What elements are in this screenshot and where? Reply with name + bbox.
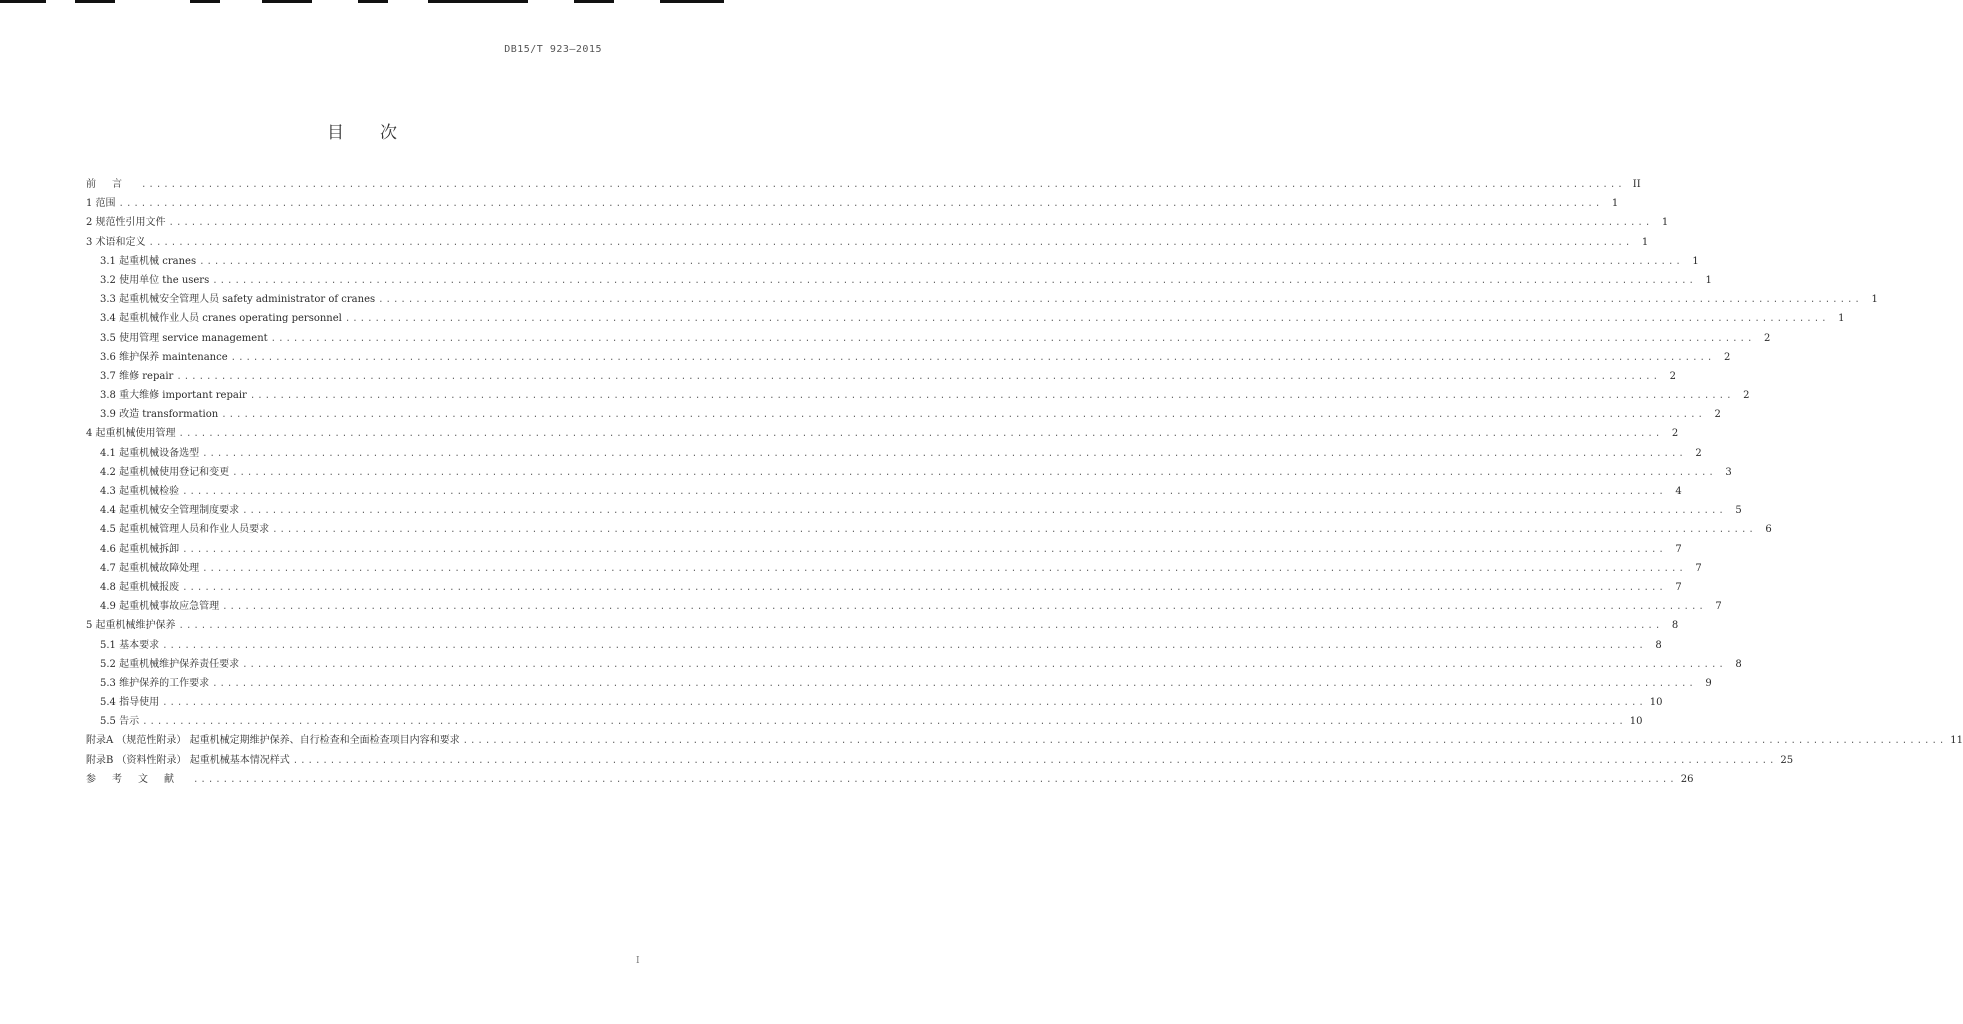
toc-leader-dots: ........................................................................................................................................................................................................ [162,640,1646,651]
toc-entry[interactable] [86,540,1682,559]
toc-entry-page: 10 [1629,716,1643,728]
toc-leader-dots: ........................................................................................................................................................................................................ [272,525,1756,536]
toc-entry-label: 5.5 告示 [100,712,142,731]
toc-entry[interactable] [86,501,1742,520]
toc-entry[interactable] [86,559,1702,578]
toc-leader-dots: ........................................................................................................................................................................................................ [221,410,1705,421]
scan-edge-mark [660,0,724,3]
toc-entry-label: 3.5 使用管理 service management [100,329,271,348]
toc-leader-dots: ........................................................................................................................................................................................................ [232,467,1716,478]
toc-entry-label: 3.1 起重机械 cranes [100,252,199,271]
toc-entry[interactable] [86,770,1694,789]
toc-entry[interactable] [86,482,1682,501]
toc-entry[interactable] [86,290,1878,309]
toc-entry-label: 3.3 起重机械安全管理人员 safety administrator of cranes [100,290,378,309]
toc-entry[interactable] [86,386,1750,405]
toc-entry-page: 2 [1671,428,1679,440]
toc-entry-label: 5.4 指导使用 [100,693,162,712]
toc-entry[interactable] [86,463,1732,482]
toc-entry-label: 3.9 改造 transformation [100,405,221,424]
toc-entry-page: 7 [1675,581,1682,593]
toc-entry-page: 1 [1641,236,1649,248]
toc-leader-dots: ........................................................................................................................................................................................................ [344,314,1829,325]
toc-entry-label: 3.8 重大维修 important repair [100,386,250,405]
toc-leader-dots: ........................................................................................................................................................................................................ [202,448,1686,459]
toc-entry[interactable] [86,597,1722,616]
toc-leader-dots: ........................................................................................................................................................................................................ [182,487,1666,497]
toc-entry[interactable] [86,367,1677,386]
toc-entry-page: 7 [1715,601,1722,613]
toc-entry-label: 2 规范性引用文件 [86,213,169,232]
toc-entry[interactable] [86,233,1649,252]
scan-edge-mark [262,0,312,3]
toc-leader-dots: ........................................................................................................................................................................................................ [242,659,1726,670]
toc-entry-label: 附录B （资料性附录） 起重机械基本情况样式 [86,751,293,770]
scan-edge-mark [358,0,388,3]
toc-entry-page: 2 [1669,370,1677,382]
toc-entry[interactable] [86,213,1669,232]
toc-entry-label: 5.3 维护保养的工作要求 [100,674,212,693]
toc-entry-label: 5 起重机械维护保养 [86,616,179,635]
toc-entry-label: 4.5 起重机械管理人员和作业人员要求 [100,520,272,539]
scan-edge-mark [428,0,528,3]
toc-entry-page: II [1632,179,1641,190]
toc-entry-page: 4 [1675,486,1682,497]
toc-entry-label: 4.6 起重机械拆卸 [100,540,182,559]
toc-entry-label: 4.8 起重机械报废 [100,578,182,597]
toc-leader-dots: ........................................................................................................................................................................................................ [230,352,1715,363]
toc-entry[interactable] [86,405,1721,424]
toc-entry[interactable] [86,194,1619,213]
toc-entry-label: 4.1 起重机械设备选型 [100,444,202,463]
toc-entry-page: 6 [1765,524,1772,536]
toc-entry-label: 1 范围 [86,194,119,213]
toc-entry-page: 1 [1705,274,1712,286]
toc-entry-page: 8 [1671,620,1679,632]
toc-entry-label: 4.3 起重机械检验 [100,482,182,501]
page-number: I [636,956,640,966]
toc-entry[interactable] [86,520,1772,539]
toc-leader-dots: ........................................................................................................................................................................................................ [148,237,1633,248]
toc-entry[interactable] [86,655,1742,674]
toc-entry-page: 1 [1871,294,1878,306]
toc-entry-page: 26 [1680,773,1694,785]
toc-entry[interactable] [86,616,1679,635]
toc-entry-page: 8 [1735,658,1742,670]
toc-entry-page: 2 [1723,351,1731,363]
scan-edge-mark [574,0,614,3]
toc-leader-dots: ........................................................................................................................................................................................................ [199,256,1683,267]
table-of-contents [86,175,1963,789]
toc-leader-dots: ........................................................................................................................................................................................................ [182,582,1666,593]
toc-entry-page: 11 [1950,735,1963,747]
toc-entry[interactable] [86,712,1643,731]
toc-entry-page: 2 [1714,409,1721,421]
toc-leader-dots: ........................................................................................................................................................................................................ [202,563,1686,574]
toc-leader-dots: ........................................................................................................................................................................................................ [193,774,1677,785]
toc-leader-dots: ........................................................................................................................................................................................................ [249,391,1734,402]
toc-entry-page: 1 [1838,313,1845,325]
toc-entry-label: 4 起重机械使用管理 [86,424,179,443]
toc-entry[interactable] [86,329,1771,348]
toc-leader-dots: ........................................................................................................................................................................................................ [378,295,1862,306]
toc-leader-dots: ........................................................................................................................................................................................................ [212,678,1696,689]
toc-entry-label: 3.4 起重机械作业人员 cranes operating personnel [100,309,345,328]
toc-entry-label: 3.2 使用单位 the users [100,271,212,290]
toc-leader-dots: ........................................................................................................................................................................................................ [222,602,1706,613]
toc-entry[interactable] [86,731,1963,750]
toc-leader-dots: ........................................................................................................................................................................................................ [118,199,1603,210]
scan-edge-mark [190,0,220,3]
toc-entry-label: 参考文献 [86,770,193,789]
toc-leader-dots: ........................................................................................................................................................................................................ [212,275,1696,286]
toc-leader-dots: ........................................................................................................................................................................................................ [168,218,1653,229]
toc-leader-dots: ........................................................................................................................................................................................................ [176,371,1661,382]
toc-entry-page: 1 [1611,198,1619,210]
toc-entry[interactable] [86,751,1794,770]
toc-entry[interactable] [86,252,1699,271]
toc-leader-dots: ........................................................................................................................................................................................................ [178,429,1663,440]
toc-entry-page: 2 [1743,390,1750,402]
toc-leader-dots: ........................................................................................................................................................................................................ [292,755,1777,766]
toc-entry[interactable] [86,424,1679,443]
toc-entry-page: 25 [1780,754,1794,766]
toc-entry[interactable] [86,636,1662,655]
toc-entry[interactable] [86,309,1845,328]
toc-entry[interactable] [86,271,1712,290]
toc-entry-label: 4.2 起重机械使用登记和变更 [100,463,232,482]
toc-entry-page: 1 [1692,255,1699,267]
toc-leader-dots: ........................................................................................................................................................................................................ [270,333,1755,344]
toc-entry-label: 3.7 维修 repair [100,367,176,386]
scan-edge-mark [75,0,115,3]
toc-entry-label: 4.9 起重机械事故应急管理 [100,597,222,616]
toc-entry[interactable] [86,674,1712,693]
toc-entry-label: 4.4 起重机械安全管理制度要求 [100,501,242,520]
page-title: 目次 [327,123,433,143]
toc-entry-label: 前言 [86,175,141,194]
toc-entry[interactable] [86,578,1682,597]
toc-entry[interactable] [86,444,1702,463]
toc-entry-label: 3 术语和定义 [86,233,149,252]
toc-leader-dots: ........................................................................................................................................................................................................ [242,506,1726,517]
toc-entry-label: 5.1 基本要求 [100,636,162,655]
document-code: DB15/T 923—2015 [504,44,602,55]
toc-entry-page: 8 [1655,639,1662,651]
toc-entry-label: 附录A （规范性附录） 起重机械定期维护保养、自行检查和全面检查项目内容和要求 [86,731,463,750]
toc-entry-page: 3 [1725,466,1732,478]
toc-entry-page: 10 [1649,697,1663,709]
toc-entry-label: 4.7 起重机械故障处理 [100,559,202,578]
toc-entry-label: 5.2 起重机械维护保养责任要求 [100,655,242,674]
toc-entry-page: 2 [1695,447,1702,459]
toc-leader-dots: ........................................................................................................................................................................................................ [182,544,1666,555]
toc-entry-page: 7 [1695,562,1702,574]
toc-leader-dots: ........................................................................................................................................................................................................ [141,180,1625,190]
toc-entry[interactable] [86,175,1641,194]
scan-edge-mark [0,0,46,3]
toc-entry-page: 9 [1705,677,1712,689]
toc-entry-page: 2 [1764,332,1771,344]
toc-entry-page: 1 [1661,217,1669,229]
toc-entry[interactable] [86,693,1663,712]
toc-leader-dots: ........................................................................................................................................................................................................ [142,717,1626,728]
toc-leader-dots: ........................................................................................................................................................................................................ [462,736,1947,747]
toc-entry-page: 7 [1675,543,1682,555]
toc-leader-dots: ........................................................................................................................................................................................................ [162,698,1646,709]
toc-entry-page: 5 [1735,505,1742,517]
toc-entry-label: 3.6 维护保养 maintenance [100,348,231,367]
toc-leader-dots: ........................................................................................................................................................................................................ [178,621,1663,632]
toc-entry[interactable] [86,348,1731,367]
